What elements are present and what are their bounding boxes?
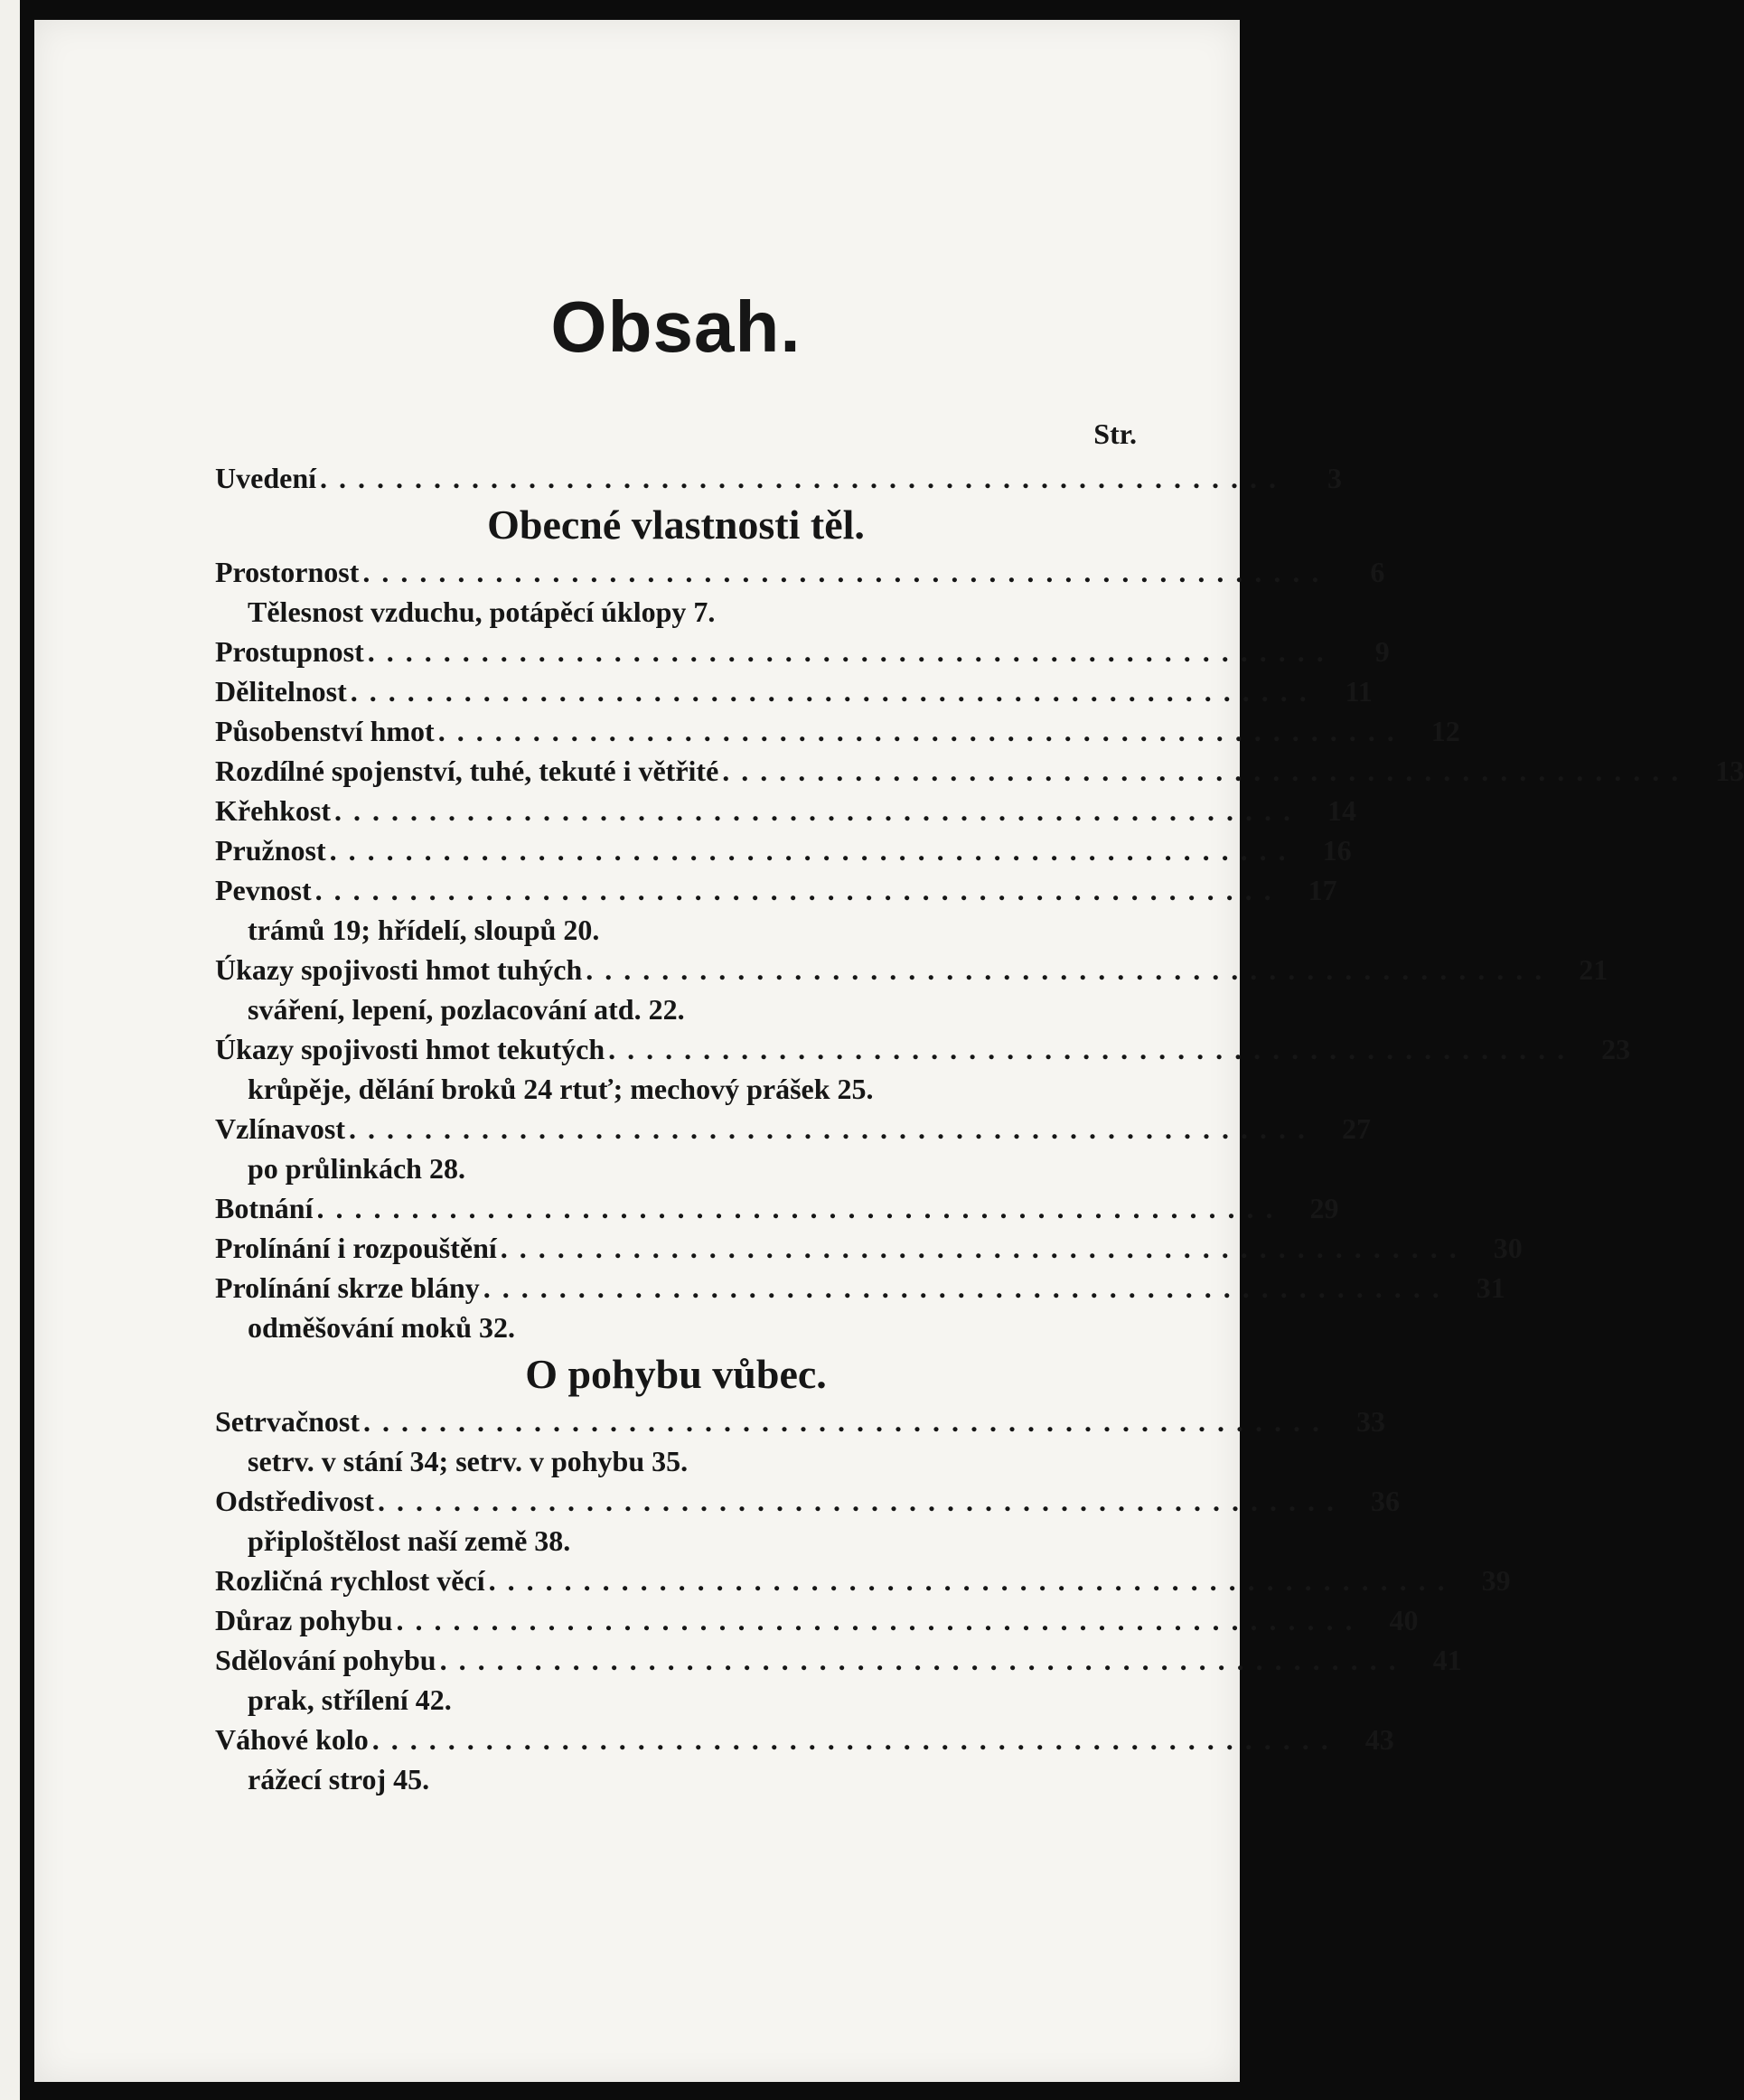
toc-subentry: trámů 19; hřídelí, sloupů 20.	[248, 914, 600, 946]
dot-leader: ...................................................	[350, 675, 1318, 708]
entry-page-number: 14	[1327, 794, 1356, 827]
entry-page-number: 40	[1389, 1604, 1419, 1636]
dot-leader: ...................................................	[500, 1232, 1468, 1264]
dot-leader: ...................................................	[329, 834, 1298, 867]
entry-page-number: 23	[1601, 1033, 1631, 1065]
entry-label: Pružnost	[215, 834, 326, 867]
entry-page-number: 43	[1364, 1723, 1394, 1756]
toc-entry	[215, 458, 1342, 498]
entry-label: Úkazy spojivosti hmot tuhých	[215, 953, 583, 986]
dot-leader: ...................................................	[314, 874, 1283, 906]
dot-leader: ...................................................	[439, 1644, 1408, 1676]
toc-subentry: Tělesnost vzduchu, potápěcí úklopy 7.	[248, 595, 716, 628]
entry-label: Odstředivost	[215, 1485, 374, 1517]
entry-page-number: 3	[1327, 462, 1342, 494]
dot-leader: ...................................................	[371, 1723, 1340, 1756]
toc-entries	[215, 458, 1744, 1799]
dot-leader: ...................................................	[362, 556, 1331, 588]
dot-leader: ...................................................	[437, 715, 1406, 747]
toc-subentry: odměšování moků 32.	[248, 1311, 516, 1344]
entry-page-number: 41	[1432, 1644, 1462, 1676]
toc-entry	[215, 1600, 1419, 1640]
entry-label: Dělitelnost	[215, 675, 347, 708]
dot-leader: ...................................................	[483, 1271, 1451, 1304]
toc-subentry: po průlinkách 28.	[248, 1152, 465, 1185]
toc-entry	[215, 632, 1390, 671]
entry-page-number: 6	[1370, 556, 1385, 588]
section-heading: O pohybu vůbec.	[525, 1351, 827, 1397]
entry-page-number: 9	[1374, 635, 1390, 668]
dot-leader: ...................................................	[349, 1112, 1317, 1145]
dot-leader: ...................................................	[586, 953, 1554, 986]
toc-entry	[215, 1402, 1385, 1441]
section-heading: Obecné vlastnosti těl.	[487, 502, 865, 548]
entry-label: Prolínání i rozpouštění	[215, 1232, 497, 1264]
entry-label: Váhové kolo	[215, 1723, 369, 1756]
entry-label: Rozdílné spojenství, tuhé, tekuté i větřité	[215, 755, 719, 787]
toc-entry	[215, 830, 1352, 870]
entry-label: Botnání	[215, 1192, 314, 1224]
previous-page-edge	[0, 0, 23, 2100]
entry-label: Důraz pohybu	[215, 1604, 393, 1636]
entry-label: Vzlínavost	[215, 1112, 345, 1145]
toc-entry	[215, 950, 1608, 989]
entry-page-number: 17	[1308, 874, 1337, 906]
entry-label: Sdělování pohybu	[215, 1644, 436, 1676]
entry-label: Rozličná rychlost věcí	[215, 1564, 485, 1597]
page-column-header: Str.	[1093, 417, 1137, 450]
toc-entry	[215, 552, 1385, 592]
dot-leader: ...................................................	[362, 1405, 1331, 1438]
entry-page-number: 16	[1322, 834, 1352, 867]
entry-page-number: 36	[1371, 1485, 1400, 1517]
entry-label: Úkazy spojivosti hmot tekutých	[215, 1033, 605, 1065]
toc-entry	[215, 1188, 1339, 1228]
toc-entry	[215, 1268, 1505, 1308]
page-title: Obsah.	[550, 286, 802, 367]
book-page	[34, 20, 1744, 2082]
entry-page-number: 12	[1430, 715, 1460, 747]
entry-label: Uvedení	[215, 462, 316, 494]
dot-leader: ...................................................	[367, 635, 1336, 668]
toc-entry	[215, 1029, 1631, 1069]
toc-subentry: rážecí stroj 45.	[248, 1763, 430, 1795]
entry-label: Působenství hmot	[215, 715, 435, 747]
dot-leader: ...................................................	[608, 1033, 1577, 1065]
entry-page-number: 29	[1309, 1192, 1339, 1224]
toc-entry	[215, 1640, 1462, 1680]
entry-label: Křehkost	[215, 794, 331, 827]
toc-entry	[215, 751, 1744, 791]
entry-page-number: 39	[1481, 1564, 1511, 1597]
entry-label: Prostupnost	[215, 635, 364, 668]
dot-leader: ...................................................	[396, 1604, 1364, 1636]
table-of-contents	[215, 20, 1744, 2082]
dot-leader: ...................................................	[488, 1564, 1457, 1597]
toc-entry	[215, 711, 1460, 751]
entry-page-number: 11	[1345, 675, 1373, 708]
toc-subentry: připloštělost naší země 38.	[248, 1524, 571, 1557]
entry-label: Pevnost	[215, 874, 312, 906]
toc-subentry: setrv. v stání 34; setrv. v pohybu 35.	[248, 1445, 689, 1477]
dot-leader: ...................................................	[378, 1485, 1346, 1517]
entry-label: Prolínání skrze blány	[215, 1271, 480, 1304]
dot-leader: ...................................................	[334, 794, 1302, 827]
entry-label: Setrvačnost	[215, 1405, 360, 1438]
toc-subentry: krůpěje, dělání broků 24 rtuť; mechový prášek 25.	[248, 1073, 874, 1105]
entry-page-number: 33	[1355, 1405, 1385, 1438]
toc-entry	[215, 791, 1356, 830]
toc-entry	[215, 1720, 1394, 1759]
entry-page-number: 30	[1493, 1232, 1523, 1264]
dot-leader: ...................................................	[722, 755, 1691, 787]
toc-entry	[215, 1228, 1523, 1268]
toc-subentry: prak, střílení 42.	[248, 1683, 452, 1716]
toc-entry	[215, 671, 1373, 711]
toc-entry	[215, 1481, 1400, 1521]
dot-leader: ...................................................	[320, 462, 1288, 494]
entry-page-number: 31	[1476, 1271, 1505, 1304]
entry-label: Prostornost	[215, 556, 360, 588]
dot-leader: ...................................................	[316, 1192, 1285, 1224]
toc-entry	[215, 870, 1337, 910]
entry-page-number: 13	[1715, 755, 1744, 787]
toc-entry	[215, 1109, 1371, 1148]
toc-entry	[215, 1561, 1511, 1600]
toc-subentry: sváření, lepení, pozlacování atd. 22.	[248, 993, 685, 1026]
entry-page-number: 27	[1342, 1112, 1371, 1145]
entry-page-number: 21	[1579, 953, 1608, 986]
